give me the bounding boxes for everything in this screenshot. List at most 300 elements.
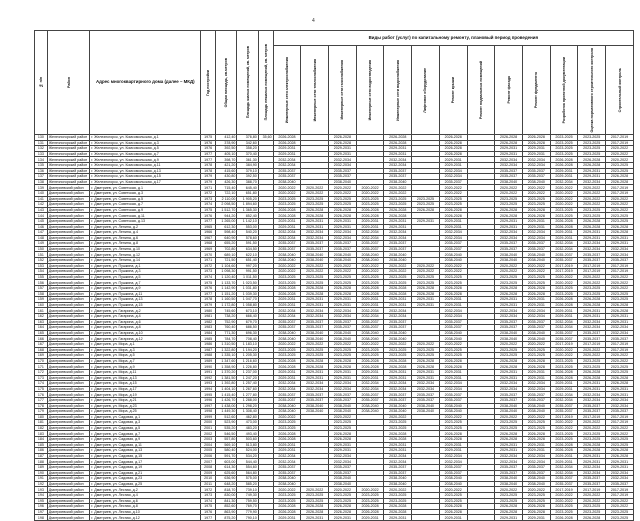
cell-work-period: 2029-2031 [495, 369, 523, 375]
cell-total-area: 625,60 [216, 470, 237, 476]
cell-work-period: 2023-2025 [273, 353, 301, 359]
cell-address: г. Дмитриев, ул. Лесная, д.12 [90, 515, 201, 521]
cell-living-area: 686,50 [237, 325, 258, 331]
cell-year: 1990 [201, 364, 216, 370]
cell-work-period: 2020-2022 [550, 353, 578, 359]
cell-work-period: 2026-2028 [356, 509, 384, 515]
cell-work-period: 2026-2028 [356, 213, 384, 219]
cell-work-period: 2029-2031 [606, 319, 634, 325]
cell-work-period: 2026-2028 [522, 504, 550, 510]
cell-work-period: 2020-2022 [606, 498, 634, 504]
cell-district: Дмитриевский район [47, 336, 90, 342]
cell-year: 1995 [201, 392, 216, 398]
cell-work-period: 2029-2031 [273, 375, 301, 381]
cell-n: 187 [35, 453, 48, 459]
cell-work-period: 2032-2034 [606, 252, 634, 258]
cell-work-period: 2032-2034 [495, 314, 523, 320]
cell-district: Дмитриевский район [47, 207, 90, 213]
cell-work-period: 2029-2031 [550, 459, 578, 465]
cell-work-period: 2026-2028 [522, 207, 550, 213]
cell-work-period: 2023-2025 [439, 202, 467, 208]
cell-work-period: 2029-2031 [439, 162, 467, 168]
cell-district: Дмитриевский район [47, 476, 90, 482]
cell-work-period: 2035-2037 [301, 397, 329, 403]
cell-total-area: 415,60 [216, 168, 237, 174]
cell-work-period: 2026-2028 [578, 369, 606, 375]
cell-work-period: 2026-2028 [439, 146, 467, 152]
cell-living-area: 1 023,50 [237, 280, 258, 286]
cell-work-period: 2029-2031 [578, 235, 606, 241]
cell-district: Дмитриевский район [47, 185, 90, 191]
cell-work-period: 2020-2022 [550, 493, 578, 499]
cell-year: 2009 [201, 470, 216, 476]
header-work-12: Оценка нормативного строительного контроля [578, 46, 606, 135]
cell-work-period: 2032-2034 [495, 162, 523, 168]
cell-living-area: 544,40 [237, 459, 258, 465]
cell-work-period: 2029-2031 [578, 230, 606, 236]
cell-work-period: 2020-2022 [384, 487, 412, 493]
cell-year: 1977 [201, 515, 216, 521]
cell-work-period: 2023-2025 [384, 420, 412, 426]
cell-total-area: 569,10 [216, 442, 237, 448]
cell-year: 1977 [201, 157, 216, 163]
cell-work-period: 2020-2022 [384, 341, 412, 347]
cell-year: 1998 [201, 409, 216, 415]
cell-work-period: 2038-2040 [329, 330, 357, 336]
header-work-1: Инженерные сети электроснабжения [273, 46, 301, 135]
cell-work-period: 2020-2022 [329, 190, 357, 196]
cell-work-period: 2026-2028 [578, 442, 606, 448]
cell-district: Дмитриевский район [47, 386, 90, 392]
cell-total-area: 405,10 [216, 151, 237, 157]
cell-work-period: 2038-2040 [495, 336, 523, 342]
cell-work-period: 2038-2040 [412, 403, 440, 409]
cell-year: 1975 [201, 504, 216, 510]
cell-work-period: 2032-2034 [578, 470, 606, 476]
capital-repair-table-wrapper [34, 30, 634, 521]
cell-work-period: 2023-2025 [578, 286, 606, 292]
cell-work-period: 2017-2019 [550, 269, 578, 275]
cell-district: Железногорский район [47, 146, 90, 152]
cell-work-period: 2026-2028 [578, 297, 606, 303]
cell-work-period: 2026-2028 [495, 509, 523, 515]
cell-work-period: 2032-2034 [273, 381, 301, 387]
cell-work-period: 2023-2025 [273, 280, 301, 286]
cell-work-period: 2035-2037 [439, 246, 467, 252]
cell-work-period: 2032-2034 [439, 453, 467, 459]
cell-work-period: 2035-2037 [384, 246, 412, 252]
cell-address: г. Дмитриев, ул. Садовая, д.5 [90, 425, 201, 431]
cell-living-area: 1 194,20 [237, 347, 258, 353]
cell-work-period: 2023-2025 [495, 274, 523, 280]
header-work-5: Инженерные сети водоснабжения [384, 46, 412, 135]
cell-work-period: 2023-2025 [578, 504, 606, 510]
table-row [35, 174, 634, 180]
cell-work-period: 2020-2022 [273, 341, 301, 347]
cell-address: г. Дмитриев, ул. Лесная, д.10 [90, 509, 201, 515]
cell-work-period: 2035-2037 [495, 174, 523, 180]
cell-living-area: 1 257,40 [237, 381, 258, 387]
cell-address: г. Дмитриев, ул. Ленина, д.6 [90, 235, 201, 241]
cell-work-period: 2026-2028 [439, 213, 467, 219]
cell-year: 1992 [201, 375, 216, 381]
cell-work-period: 2032-2034 [329, 381, 357, 387]
cell-address: г. Дмитриев, ул. Мира, д.17 [90, 386, 201, 392]
cell-work-period: 2038-2040 [329, 476, 357, 482]
cell-work-period: 2020-2022 [578, 274, 606, 280]
cell-n: 149 [35, 241, 48, 247]
table-row [35, 190, 634, 196]
cell-work-period: 2029-2031 [384, 302, 412, 308]
cell-address: г. Дмитриев, ул. Лесная, д.2 [90, 487, 201, 493]
cell-address: г. Дмитриев, ул. Садовая, д.15 [90, 453, 201, 459]
cell-work-period: 2026-2028 [384, 431, 412, 437]
cell-work-period: 2026-2028 [384, 437, 412, 443]
cell-work-period: 2029-2031 [606, 386, 634, 392]
table-row [35, 185, 634, 191]
cell-work-period: 2023-2025 [522, 425, 550, 431]
cell-work-period: 2029-2031 [329, 369, 357, 375]
cell-address: г. Дмитриев, ул. Советская, д.11 [90, 213, 201, 219]
cell-work-period: 2032-2034 [273, 157, 301, 163]
cell-work-period: 2038-2040 [384, 481, 412, 487]
cell-work-period: 2038-2040 [329, 252, 357, 258]
cell-work-period: 2035-2037 [522, 465, 550, 471]
cell-work-period: 2032-2034 [495, 453, 523, 459]
cell-work-period: 2026-2028 [578, 448, 606, 454]
cell-work-period: 2038-2040 [495, 476, 523, 482]
cell-work-period: 2023-2025 [356, 493, 384, 499]
cell-work-period: 2026-2028 [606, 174, 634, 180]
cell-work-period: 2035-2037 [439, 465, 467, 471]
cell-work-period: 2026-2028 [606, 308, 634, 314]
cell-work-period: 2038-2040 [495, 330, 523, 336]
cell-work-period: 2029-2031 [301, 297, 329, 303]
cell-year: 2011 [201, 481, 216, 487]
cell-work-period: 2020-2022 [356, 341, 384, 347]
cell-work-period: 2020-2022 [522, 341, 550, 347]
cell-work-period: 2038-2040 [273, 252, 301, 258]
cell-work-period: 2032-2034 [356, 230, 384, 236]
cell-work-period: 2017-2019 [606, 140, 634, 146]
cell-total-area: 784,70 [216, 336, 237, 342]
cell-n: 173 [35, 375, 48, 381]
cell-district: Дмитриевский район [47, 515, 90, 521]
cell-work-period: 2038-2040 [439, 336, 467, 342]
table-row [35, 392, 634, 398]
cell-work-period: 2029-2031 [329, 375, 357, 381]
table-row [35, 453, 634, 459]
cell-work-period: 2020-2022 [273, 414, 301, 420]
cell-work-period: 2026-2028 [495, 213, 523, 219]
cell-district: Дмитриевский район [47, 403, 90, 409]
cell-work-period: 2032-2034 [606, 325, 634, 331]
cell-n: 133 [35, 151, 48, 157]
table-row [35, 179, 634, 185]
cell-work-period: 2029-2031 [273, 224, 301, 230]
cell-work-period: 2029-2031 [412, 218, 440, 224]
cell-work-period: 2023-2025 [550, 286, 578, 292]
cell-work-period: 2035-2037 [384, 168, 412, 174]
cell-work-period: 2026-2028 [495, 358, 523, 364]
cell-work-period: 2038-2040 [356, 403, 384, 409]
cell-work-period: 2023-2025 [273, 202, 301, 208]
cell-total-area: 760,40 [216, 325, 237, 331]
cell-work-period: 2023-2025 [522, 347, 550, 353]
cell-work-period: 2029-2031 [356, 224, 384, 230]
cell-district: Железногорский район [47, 162, 90, 168]
cell-living-area: 1 205,30 [237, 353, 258, 359]
cell-work-period: 2032-2034 [439, 459, 467, 465]
cell-work-period: 2023-2025 [412, 280, 440, 286]
cell-address: г. Дмитриев, ул. Мира, д.9 [90, 364, 201, 370]
cell-work-period: 2029-2031 [578, 314, 606, 320]
cell-address: г. Дмитриев, ул. Мира, д.5 [90, 353, 201, 359]
cell-work-period: 2026-2028 [522, 358, 550, 364]
cell-work-period: 2029-2031 [522, 448, 550, 454]
cell-work-period: 2035-2037 [329, 168, 357, 174]
cell-district: Дмитриевский район [47, 493, 90, 499]
cell-work-period: 2032-2034 [606, 470, 634, 476]
cell-work-period: 2020-2022 [412, 269, 440, 275]
cell-total-area: 580,40 [216, 448, 237, 454]
cell-work-period: 2026-2028 [356, 358, 384, 364]
cell-work-period: 2029-2031 [356, 369, 384, 375]
cell-total-area: 1 347,60 [216, 358, 237, 364]
cell-work-period: 2038-2040 [522, 252, 550, 258]
cell-work-period: 2035-2037 [384, 465, 412, 471]
cell-work-period: 2038-2040 [384, 252, 412, 258]
cell-work-period: 2035-2037 [329, 397, 357, 403]
cell-total-area: 1 370,20 [216, 369, 237, 375]
cell-n: 147 [35, 230, 48, 236]
table-row [35, 140, 634, 146]
cell-work-period: 2026-2028 [495, 140, 523, 146]
cell-work-period: 2023-2025 [384, 347, 412, 353]
cell-work-period: 2026-2028 [412, 358, 440, 364]
cell-work-period: 2032-2034 [412, 386, 440, 392]
cell-work-period: 2032-2034 [384, 453, 412, 459]
cell-work-period: 2023-2025 [329, 347, 357, 353]
cell-district: Дмитриевский район [47, 202, 90, 208]
cell-address: г. Дмитриев, ул. Пушкина, д.11 [90, 291, 201, 297]
cell-year: 1977 [201, 218, 216, 224]
cell-year: 2005 [201, 448, 216, 454]
cell-year: 1982 [201, 319, 216, 325]
cell-work-period: 2026-2028 [439, 207, 467, 213]
cell-work-period: 2038-2040 [356, 336, 384, 342]
cell-living-area: 379,10 [237, 168, 258, 174]
cell-n: 160 [35, 302, 48, 308]
cell-district: Железногорский район [47, 179, 90, 185]
cell-address: г. Дмитриев, ул. Садовая, д.13 [90, 448, 201, 454]
cell-work-period: 2020-2022 [439, 487, 467, 493]
cell-living-area: 1 226,80 [237, 364, 258, 370]
cell-n: 136 [35, 168, 48, 174]
cell-district: Дмитриевский район [47, 190, 90, 196]
cell-work-period: 2029-2031 [439, 515, 467, 521]
cell-work-period: 2035-2037 [329, 392, 357, 398]
cell-work-period: 2023-2025 [273, 420, 301, 426]
cell-district: Дмитриевский район [47, 381, 90, 387]
cell-total-area: 1 133,70 [216, 280, 237, 286]
cell-work-period: 2023-2025 [495, 425, 523, 431]
cell-work-period: 2035-2037 [384, 241, 412, 247]
cell-n: 179 [35, 409, 48, 415]
cell-work-period: 2035-2037 [301, 319, 329, 325]
cell-work-period: 2026-2028 [495, 207, 523, 213]
cell-work-period: 2032-2034 [301, 386, 329, 392]
cell-living-area: 540,20 [237, 230, 258, 236]
cell-work-period: 2023-2025 [439, 274, 467, 280]
cell-address: г. Дмитриев, ул. Гагарина, д.6 [90, 319, 201, 325]
cell-work-period: 2023-2025 [356, 353, 384, 359]
cell-work-period: 2029-2031 [606, 241, 634, 247]
cell-living-area: 534,20 [237, 453, 258, 459]
table-row [35, 515, 634, 521]
table-row [35, 437, 634, 443]
cell-work-period: 2035-2037 [273, 319, 301, 325]
cell-work-period: 2032-2034 [439, 381, 467, 387]
cell-work-period: 2035-2037 [329, 465, 357, 471]
table-row [35, 230, 634, 236]
cell-n: 182 [35, 425, 48, 431]
cell-work-period: 2029-2031 [439, 218, 467, 224]
cell-work-period: 2029-2031 [356, 375, 384, 381]
cell-work-period: 2020-2022 [606, 157, 634, 163]
cell-work-period: 2020-2022 [439, 190, 467, 196]
cell-work-period: 2023-2025 [439, 493, 467, 499]
cell-work-period: 2026-2028 [522, 291, 550, 297]
cell-living-area: 1 237,00 [237, 369, 258, 375]
cell-work-period: 2023-2025 [329, 280, 357, 286]
cell-work-period: 2023-2025 [273, 498, 301, 504]
cell-n: 155 [35, 274, 48, 280]
table-row [35, 431, 634, 437]
cell-work-period: 2032-2034 [522, 157, 550, 163]
header-work-2: Инженерные сети теплоснабжения [301, 46, 329, 135]
cell-work-period: 2023-2025 [439, 347, 467, 353]
cell-living-area: 1 031,80 [237, 286, 258, 292]
cell-district: Дмитриевский район [47, 420, 90, 426]
cell-work-period: 2032-2034 [439, 235, 467, 241]
cell-work-period [412, 515, 440, 521]
cell-work-period: 2020-2022 [495, 185, 523, 191]
cell-n: 131 [35, 140, 48, 146]
table-row [35, 235, 634, 241]
cell-total-area: 612,30 [216, 224, 237, 230]
cell-work-period: 2020-2022 [412, 341, 440, 347]
cell-work-period: 2038-2040 [522, 481, 550, 487]
cell-total-area: 426,30 [216, 179, 237, 185]
cell-district: Дмитриевский район [47, 235, 90, 241]
cell-total-area: 598,40 [216, 230, 237, 236]
table-row [35, 375, 634, 381]
cell-work-period: 2032-2034 [550, 470, 578, 476]
cell-district: Дмитриевский район [47, 414, 90, 420]
cell-living-area: 513,80 [237, 442, 258, 448]
cell-district: Дмитриевский район [47, 409, 90, 415]
cell-work-period: 2020-2022 [273, 190, 301, 196]
cell-work-period: 2017-2019 [606, 269, 634, 275]
cell-work-period: 2020-2022 [356, 269, 384, 275]
cell-work-period: 2029-2031 [522, 375, 550, 381]
cell-work-period: 2029-2031 [495, 448, 523, 454]
cell-work-period: 2020-2022 [439, 341, 467, 347]
cell-year: 1997 [201, 403, 216, 409]
cell-work-period: 2026-2028 [384, 140, 412, 146]
cell-total-area: 1 512,70 [216, 207, 237, 213]
cell-work-period: 2023-2025 [522, 280, 550, 286]
cell-work-period: 2017-2019 [606, 341, 634, 347]
cell-work-period: 2017-2019 [606, 135, 634, 141]
cell-work-period: 2020-2022 [356, 190, 384, 196]
cell-work-period: 2035-2037 [578, 330, 606, 336]
cell-work-period: 2035-2037 [606, 481, 634, 487]
cell-work-period: 2026-2028 [273, 509, 301, 515]
cell-work-period: 2035-2037 [273, 392, 301, 398]
cell-district: Дмитриевский район [47, 442, 90, 448]
cell-work-period: 2026-2028 [301, 504, 329, 510]
cell-district: Дмитриевский район [47, 274, 90, 280]
cell-work-period: 2038-2040 [273, 403, 301, 409]
cell-work-period: 2020-2022 [578, 353, 606, 359]
cell-work-period: 2029-2031 [356, 297, 384, 303]
header-living-area: Площадь жилых помещений, кв. метров [237, 31, 258, 135]
cell-work-period: 2035-2037 [550, 330, 578, 336]
cell-total-area: 614,30 [216, 465, 237, 471]
cell-work-period: 2023-2025 [578, 437, 606, 443]
header-address: Адрес многоквартирного дома (далее – МКД) [90, 31, 201, 135]
cell-work-period: 2035-2037 [329, 470, 357, 476]
cell-work-period: 2023-2025 [550, 151, 578, 157]
table-row [35, 291, 634, 297]
cell-district: Дмитриевский район [47, 341, 90, 347]
cell-work-period: 2038-2040 [495, 481, 523, 487]
cell-work-period: 2032-2034 [273, 459, 301, 465]
table-row [35, 409, 634, 415]
cell-work-period: 2026-2028 [273, 364, 301, 370]
cell-work-period: 2020-2022 [495, 414, 523, 420]
cell-total-area: 412,40 [216, 135, 237, 141]
cell-n: 178 [35, 403, 48, 409]
cell-n: 138 [35, 179, 48, 185]
cell-work-period: 2029-2031 [356, 218, 384, 224]
cell-n: 139 [35, 185, 48, 191]
cell-work-period: 2029-2031 [273, 369, 301, 375]
cell-year: 1987 [201, 347, 216, 353]
cell-work-period: 2023-2025 [495, 353, 523, 359]
cell-total-area: 1 358,90 [216, 364, 237, 370]
table-row [35, 241, 634, 247]
cell-work-period: 2038-2040 [384, 403, 412, 409]
cell-n: 164 [35, 325, 48, 331]
cell-total-area: 1 172,80 [216, 302, 237, 308]
cell-living-area: 1 216,60 [237, 358, 258, 364]
cell-address: г. Дмитриев, ул. Советская, д.7 [90, 202, 201, 208]
cell-work-period: 2032-2034 [329, 308, 357, 314]
cell-work-period: 2032-2034 [606, 476, 634, 482]
table-row [35, 325, 634, 331]
cell-work-period: 2026-2028 [384, 364, 412, 370]
cell-total-area: 591,70 [216, 453, 237, 459]
cell-work-period: 2020-2022 [550, 185, 578, 191]
cell-living-area: 564,80 [237, 470, 258, 476]
cell-work-period: 2035-2037 [522, 392, 550, 398]
header-nonliving-area: Площадь нежилых помещений, кв. метров [258, 31, 273, 135]
cell-work-period: 2029-2031 [606, 314, 634, 320]
cell-work-period: 2026-2028 [606, 448, 634, 454]
